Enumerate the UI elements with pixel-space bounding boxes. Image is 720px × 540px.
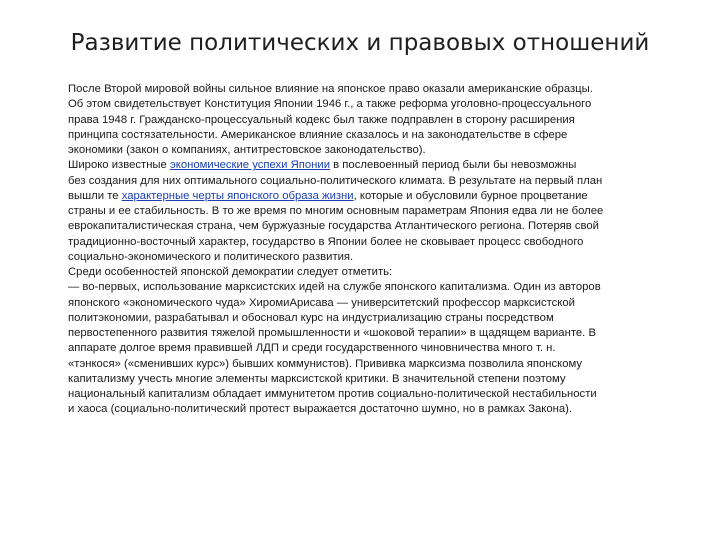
text-segment: Среди особенностей японской демократии следует отметить: <box>68 266 393 278</box>
text-line <box>68 372 688 387</box>
text-line <box>68 265 688 280</box>
text-segment: права 1948 г. Гражданско-процессуальный кодекс был также подправлен в сторону расширения <box>68 113 575 126</box>
text-line <box>68 311 688 326</box>
text-line <box>68 189 688 204</box>
text-line <box>68 296 688 311</box>
text-line <box>68 235 688 250</box>
text-segment: еврокапиталистическая страна, чем буржуазные государства Атлантического региона. Потеряв свой <box>68 220 599 233</box>
text-segment: японского «экономического чуда» ХиромиАрисава — университетский профессор марксистской <box>68 296 575 309</box>
text-segment: аппарате долгое время правившей ЛДП и среди государственного чиновничества много т. н. <box>68 342 556 355</box>
hyperlink[interactable]: характерные черты японского образа жизни <box>121 189 354 202</box>
hyperlink[interactable]: экономические успехи Японии <box>169 159 331 172</box>
text-segment: После Второй мировой войны сильное влияние на японское право оказали американские образцы. <box>68 83 593 95</box>
text-line <box>68 387 688 402</box>
text-segment: страны и ее стабильность. В то же время по многим основным параметрам Япония едва ли не более <box>68 205 604 217</box>
text-segment: без создания для них оптимального социально-политического климата. В результате на первый план <box>68 174 603 187</box>
text-line <box>68 280 688 295</box>
text-line <box>68 402 688 417</box>
paragraph <box>68 265 688 280</box>
text-segment: традиционно-восточный характер, государство в Японии более не сковывает процесс свободного <box>68 235 584 248</box>
text-segment: экономики (закон о компаниях, антитрестовское законодательство). <box>68 144 426 156</box>
text-line <box>68 326 688 341</box>
text-segment: принципа состязательности. Американское влияние сказалось и на законодательстве в сфере <box>68 128 568 141</box>
text-line <box>68 357 688 372</box>
text-line <box>68 174 688 189</box>
slide-body <box>68 82 688 418</box>
text-segment: социально-экономического и политического развития. <box>68 250 354 263</box>
text-segment: национальный капитализм обладает иммунитетом против социально-политической нестабильности <box>68 388 597 400</box>
text-line <box>68 143 688 158</box>
text-segment: «тэнкося» («сменивших курс») бывших коммунистов). Прививка марксизма позволила японскому <box>68 357 583 370</box>
text-segment: Широко известные <box>68 159 170 172</box>
text-line <box>68 128 688 143</box>
text-segment: — во-первых, использование марксистских идей на службе японского капитализма. Один из авторов <box>68 281 601 294</box>
text-segment: в послевоенный период были бы невозможны <box>330 159 577 172</box>
text-segment: Об этом свидетельствует Конституция Японии 1946 г., а также реформа уголовно-процессуального <box>68 98 592 111</box>
text-segment: и хаоса (социально-политический протест выражается достаточно шумно, но в рамках Закона). <box>68 403 573 416</box>
text-line <box>68 82 688 97</box>
text-line <box>68 219 688 234</box>
text-line <box>68 204 688 219</box>
paragraph <box>68 158 688 265</box>
text-segment: , которые и обусловили бурное процветание <box>353 189 588 202</box>
text-segment: политэкономии, разрабатывал и обосновал курс на индустриализацию страны посредством <box>68 311 554 324</box>
text-line <box>68 158 688 173</box>
text-segment: первостепенного развития тяжелой промышленности и «шоковой терапии» в щадящем варианте. В <box>68 327 596 339</box>
text-segment: вышли те <box>68 189 122 202</box>
text-line <box>68 250 688 265</box>
text-line <box>68 113 688 128</box>
slide-title: Развитие политических и правовых отношений <box>70 30 650 56</box>
paragraph <box>68 280 688 417</box>
text-line <box>68 97 688 112</box>
text-line <box>68 341 688 356</box>
text-segment: капитализму учесть многие элементы марксистской критики. В значительной степени поэтому <box>68 372 566 385</box>
paragraph <box>68 82 688 158</box>
